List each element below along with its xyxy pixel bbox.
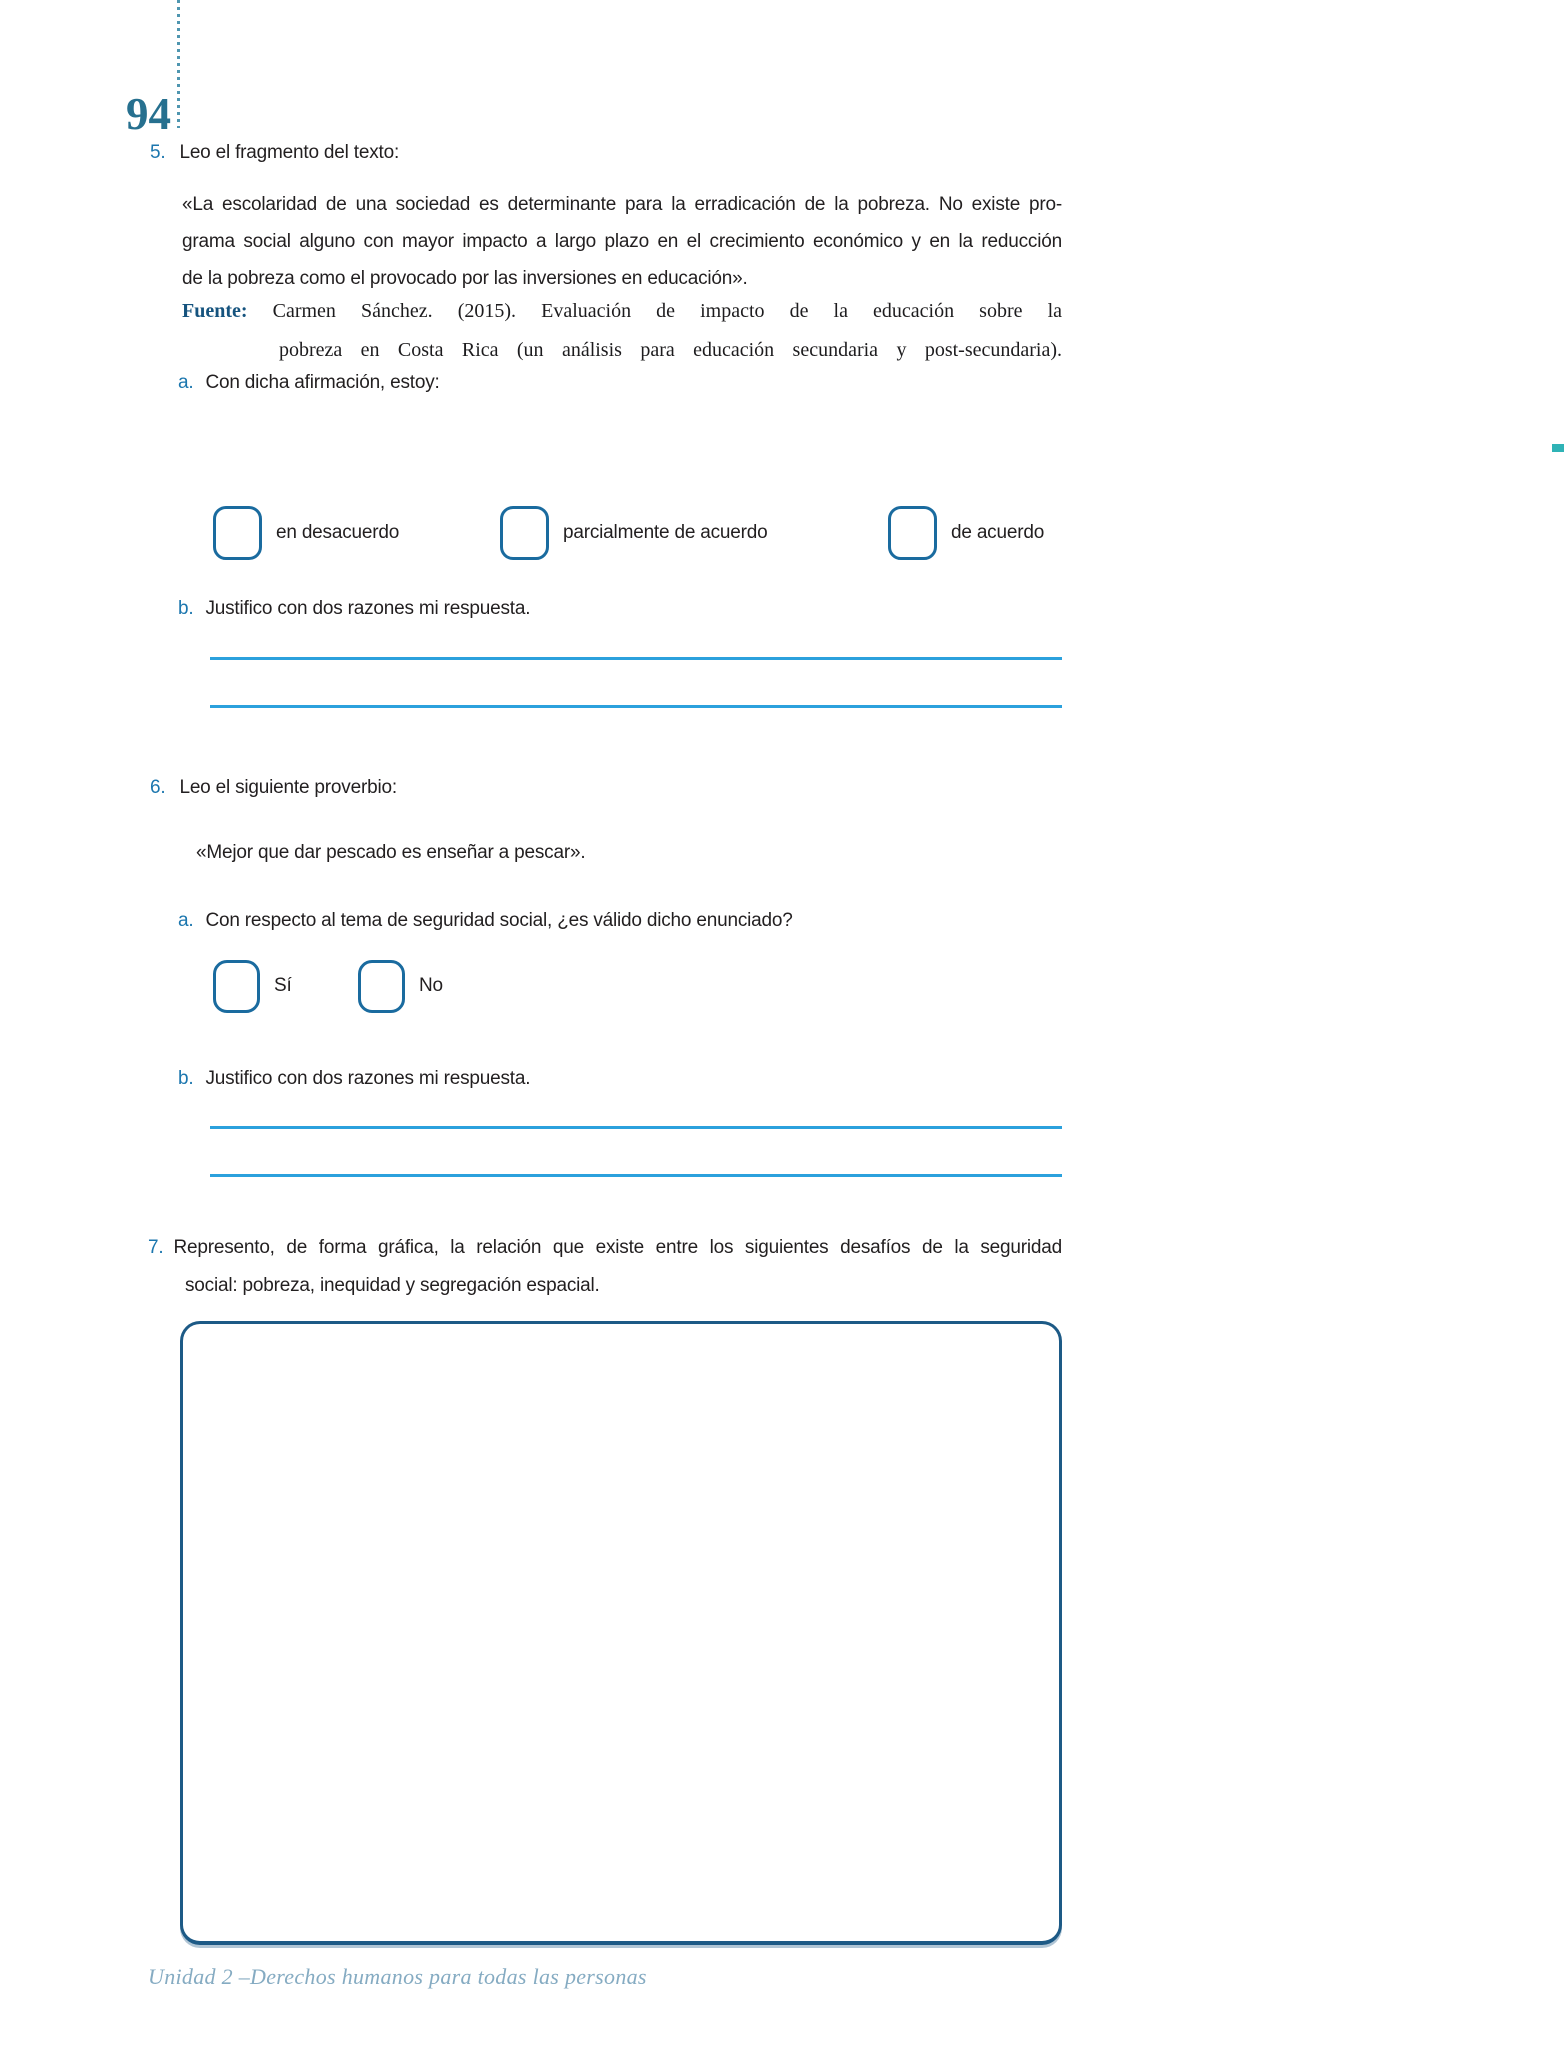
proverb-text: «Mejor que dar pescado es enseñar a pescar». xyxy=(196,842,586,863)
source-label: Fuente: xyxy=(182,300,248,322)
question6b-label: b. xyxy=(178,1068,194,1089)
unit-footer: Unidad 2 –Derechos humanos para todas las personas xyxy=(148,1964,647,1989)
question5b-label: b. xyxy=(178,598,194,619)
option-no xyxy=(358,959,443,1013)
checkbox-en-desacuerdo[interactable] xyxy=(213,506,262,560)
question6-number: 6. xyxy=(150,777,166,798)
drawing-area[interactable] xyxy=(180,1321,1062,1945)
question7-prompt-line1: Represento, de forma gráfica, la relación que existe entre los siguientes desafíos de la seguridad xyxy=(173,1237,1062,1258)
answer-line[interactable] xyxy=(210,1174,1062,1177)
option-label-si: Sí xyxy=(274,975,292,996)
source-citation-line2: pobreza en Costa Rica (un análisis para educación secundaria y post-secundaria). xyxy=(279,339,1062,361)
option-label-no: No xyxy=(419,975,443,996)
question6a-prompt: Con respecto al tema de seguridad social, ¿es válido dicho enunciado? xyxy=(205,910,793,931)
option-en-desacuerdo xyxy=(213,506,399,560)
question6-prompt: Leo el siguiente proverbio: xyxy=(179,777,397,798)
question5b-prompt: Justifico con dos razones mi respuesta. xyxy=(205,598,531,619)
margin-dotted-rule xyxy=(177,0,180,128)
option-si xyxy=(213,959,292,1013)
question5a-label: a. xyxy=(178,372,194,393)
question5a-prompt: Con dicha afirmación, estoy: xyxy=(205,372,440,393)
question7-prompt-line2: social: pobreza, inequidad y segregación espacial. xyxy=(185,1275,600,1296)
checkbox-si[interactable] xyxy=(213,960,260,1013)
page-edge-tab xyxy=(1552,444,1564,452)
answer-line[interactable] xyxy=(210,657,1062,660)
quote-text-line2: grama social alguno con mayor impacto a largo plazo en el crecimiento económico y en la reducción xyxy=(182,231,1062,252)
question5a-heading xyxy=(178,372,440,394)
quote-text-line3: de la pobreza como el provocado por las inversiones en educación». xyxy=(182,268,748,289)
option-label-en-desacuerdo: en desacuerdo xyxy=(276,522,400,543)
answer-line[interactable] xyxy=(210,705,1062,708)
source-citation-line1 xyxy=(182,292,1062,331)
option-de-acuerdo xyxy=(888,506,1044,560)
source-text-line1: Carmen Sánchez. (2015). Evaluación de impacto de la educación sobre la xyxy=(272,300,1063,322)
question5-number: 5. xyxy=(150,142,166,163)
question7-number: 7. xyxy=(148,1237,164,1258)
answer-line[interactable] xyxy=(210,1126,1062,1129)
question7-heading xyxy=(148,1229,1062,1267)
checkbox-parcialmente-de-acuerdo[interactable] xyxy=(500,506,549,560)
question5b-heading xyxy=(178,598,530,620)
option-label-parcialmente-de-acuerdo: parcialmente de acuerdo xyxy=(563,522,768,543)
question6-heading xyxy=(150,777,397,799)
checkbox-no[interactable] xyxy=(358,960,405,1013)
question6b-heading xyxy=(178,1068,530,1090)
question5-prompt: Leo el fragmento del texto: xyxy=(179,142,400,163)
question6a-label: a. xyxy=(178,910,194,931)
option-parcialmente-de-acuerdo xyxy=(500,506,768,560)
question6a-heading xyxy=(178,910,793,932)
question5-heading xyxy=(150,142,399,164)
option-label-de-acuerdo: de acuerdo xyxy=(951,522,1045,543)
quote-text-line1: «La escolaridad de una sociedad es determinante para la erradicación de la pobreza. No existe pro- xyxy=(182,194,1062,215)
checkbox-de-acuerdo[interactable] xyxy=(888,506,937,560)
page-number: 94 xyxy=(126,89,171,139)
question6b-prompt: Justifico con dos razones mi respuesta. xyxy=(205,1068,531,1089)
